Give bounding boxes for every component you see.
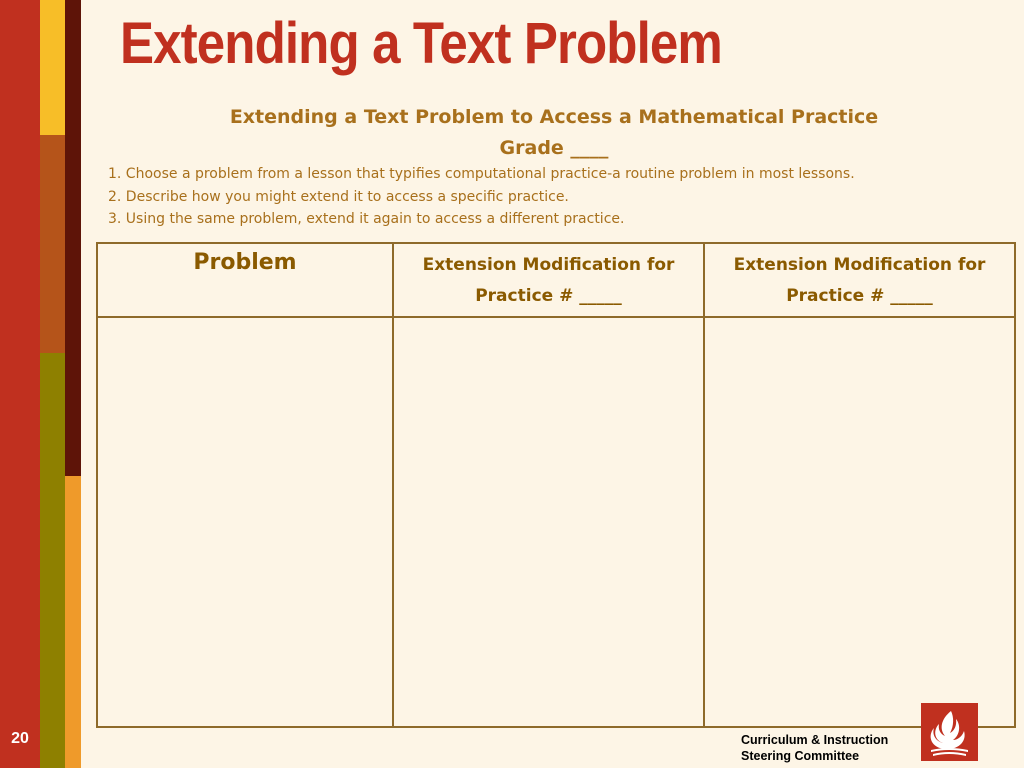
- header-problem-label: Problem: [193, 250, 297, 275]
- instruction-list: [108, 163, 855, 231]
- subtitle-line-1: Extending a Text Problem to Access a Mathematical Practice: [229, 106, 879, 128]
- header-extension-2: [704, 243, 1015, 317]
- footer-organization: [741, 732, 888, 764]
- left-stripe-dark-red: [65, 0, 81, 476]
- subtitle-line-2: Grade ____: [499, 137, 609, 159]
- extension-1-cell[interactable]: [393, 317, 704, 727]
- instruction-item: 1. Choose a problem from a lesson that typifies computational practice-a routine problem in most lessons.: [108, 166, 855, 182]
- header-extension-1-line1: Extension Modification for: [422, 255, 675, 275]
- left-stripe-red: [0, 0, 40, 768]
- footer-line-2: Steering Committee: [741, 749, 860, 763]
- left-stripe-olive: [40, 353, 65, 768]
- extension-2-cell[interactable]: [704, 317, 1015, 727]
- left-stripe-orange: [40, 135, 65, 353]
- left-stripe-amber: [65, 476, 81, 768]
- instruction-item: 3. Using the same problem, extend it again to access a different practice.: [108, 211, 625, 227]
- header-extension-1: [393, 243, 704, 317]
- table-header-row: [97, 243, 1015, 317]
- page-number: 20: [11, 730, 29, 747]
- instruction-item: 2. Describe how you might extend it to access a specific practice.: [108, 188, 569, 205]
- header-extension-2-line1: Extension Modification for: [733, 255, 986, 275]
- header-extension-2-line2: Practice # _____: [786, 286, 933, 306]
- header-extension-1-line2: Practice # _____: [475, 286, 622, 306]
- flame-logo-icon: [921, 703, 978, 761]
- footer-line-1: Curriculum & Instruction: [741, 733, 889, 747]
- problem-cell[interactable]: [97, 317, 393, 727]
- header-problem: [97, 243, 393, 317]
- table-row: [97, 317, 1015, 727]
- worksheet-table: [96, 242, 1016, 728]
- slide-subtitle: [100, 102, 1008, 164]
- left-stripe-yellow: [40, 0, 65, 135]
- slide-title: Extending a Text Problem: [120, 11, 722, 76]
